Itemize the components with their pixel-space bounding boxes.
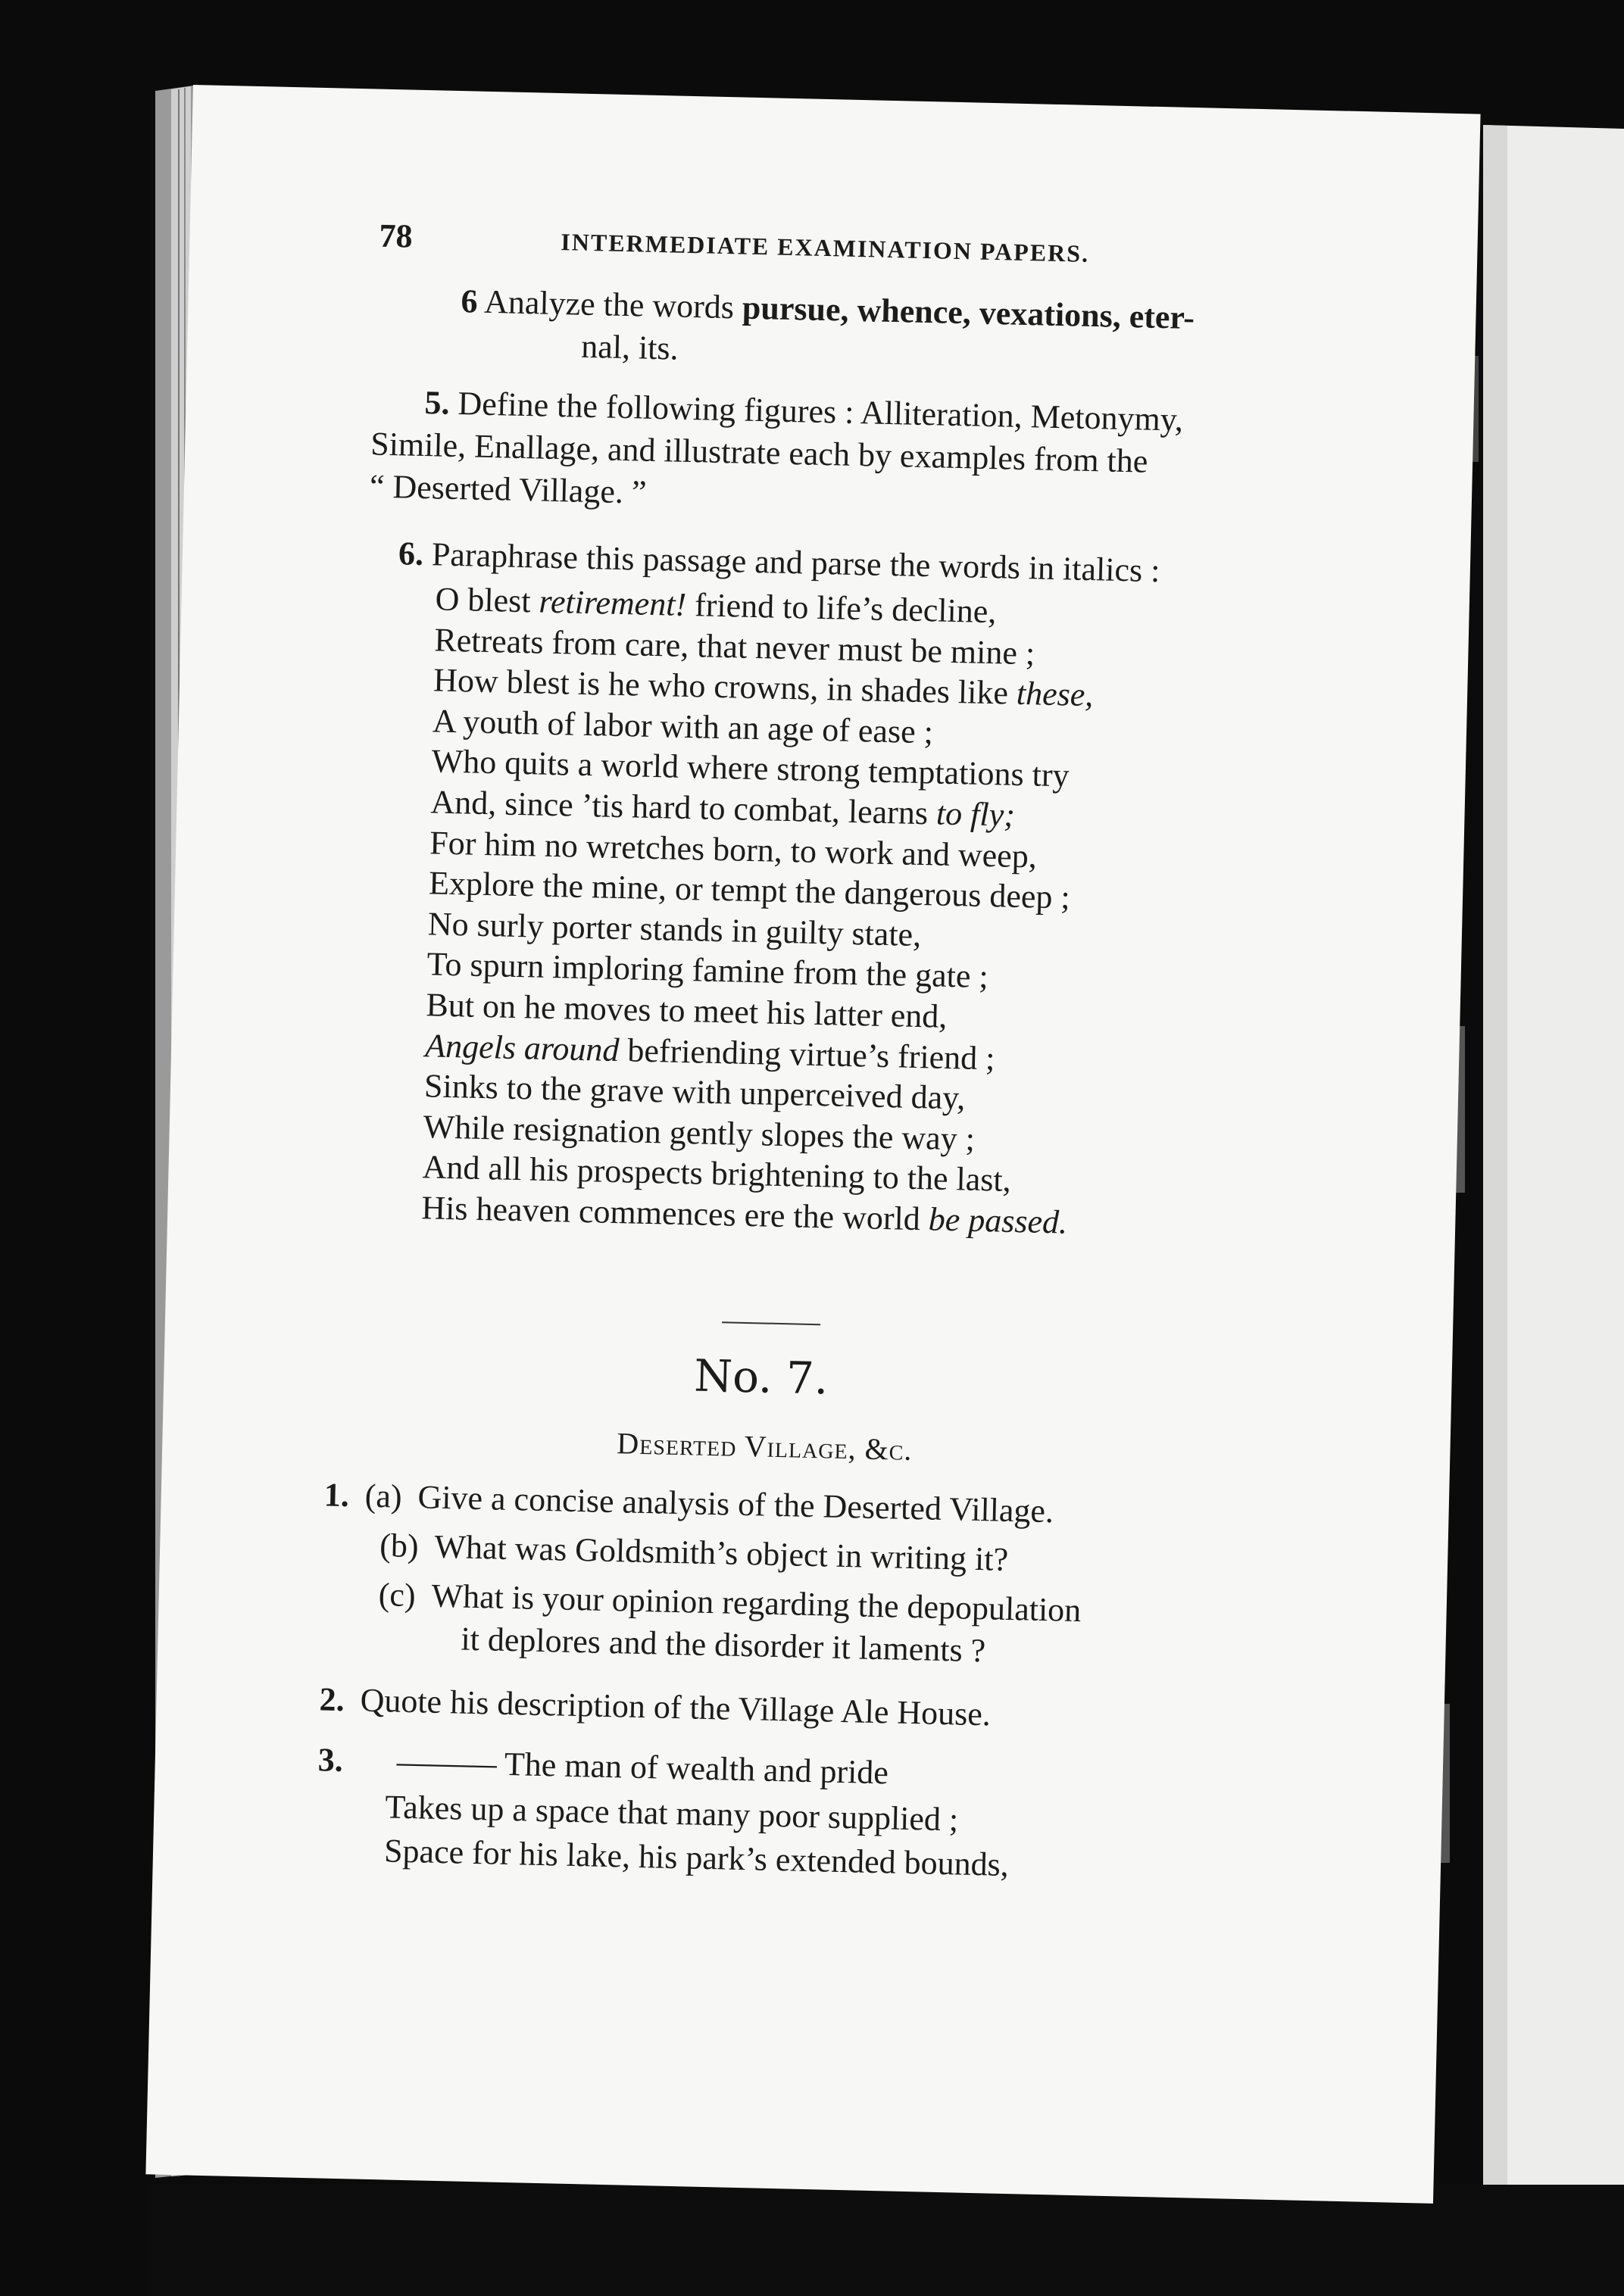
question-1c: (c) What is your opinion regarding the depopulation (378, 1576, 1082, 1630)
poem-line: A youth of labor with an age of ease ; (432, 702, 934, 751)
poem-line: And, since ’tis hard to combat, learns to fly; (430, 783, 1016, 834)
question-3: 3. ——— The man of wealth and pride (317, 1741, 889, 1792)
question-1a: 1. (a) Give a concise analysis of the Deserted Village. (323, 1476, 1054, 1530)
question-number: 5. (424, 384, 451, 422)
running-head (189, 212, 1372, 284)
question-1b: (b) What was Goldsmith’s object in writing it? (379, 1527, 1009, 1578)
question-6-analyze (461, 280, 1195, 339)
question-5-line-2: Simile, Enallage, and illustrate each by examples from the (370, 425, 1148, 480)
question-number: 6. (398, 535, 424, 573)
section-heading: No. 7. (693, 1349, 829, 1405)
question-1c-cont: it deplores and the disorder it laments ? (460, 1620, 986, 1670)
poem-line: Retreats from care, that never must be mine ; (433, 621, 1035, 672)
page-number: 78 (378, 217, 414, 255)
poem-line: Sinks to the grave with unperceived day, (423, 1067, 966, 1117)
question-words: pursue, whence, vexations, eter- (742, 289, 1195, 337)
poem-line: How blest is he who crowns, in shades like these, (433, 661, 1094, 714)
poem-line: Angels around befriending virtue’s friend ; (424, 1026, 995, 1077)
section-divider (722, 1321, 820, 1325)
poem-line: Explore the mine, or tempt the dangerous deep ; (428, 864, 1071, 916)
question-3-line-3: Space for his lake, his park’s extended bounds, (383, 1832, 1010, 1884)
poem-line: While resignation gently slopes the way ; (423, 1107, 976, 1158)
poem-block (421, 579, 1096, 1243)
poem-line: But on he moves to meet his latter end, (425, 986, 948, 1035)
question-5-line-3: “ Deserted Village. ” (369, 467, 647, 511)
question-text: Define the following figures : Alliteration, Metonymy, (457, 385, 1184, 438)
question-3-line-2: Takes up a space that many poor supplied ; (384, 1788, 959, 1839)
question-2: 2. Quote his description of the Village Ale House. (319, 1680, 992, 1733)
section-title: Deserted Village, &c. (616, 1426, 913, 1467)
question-text: Analyze the words (483, 282, 743, 326)
poem-line: No surly porter stands in guilty state, (427, 905, 922, 953)
question-text: Paraphrase this passage and parse the words in italics : (431, 535, 1160, 590)
running-title: INTERMEDIATE EXAMINATION PAPERS. (561, 228, 1090, 267)
poem-line: To spurn imploring famine from the gate ; (426, 945, 989, 996)
question-6-analyze-cont: nal, its. (580, 327, 679, 367)
question-number: 6 (461, 282, 479, 320)
book-page (145, 85, 1480, 2204)
poem-line: Who quits a world where strong temptations try (431, 742, 1070, 794)
poem-line: O blest retirement! friend to life’s decline, (435, 580, 997, 631)
poem-line: For him no wretches born, to work and weep, (429, 823, 1038, 875)
poem-line: And all his prospects brightening to the last, (422, 1148, 1012, 1199)
poem-line: His heaven commences ere the world be passed. (420, 1189, 1068, 1241)
